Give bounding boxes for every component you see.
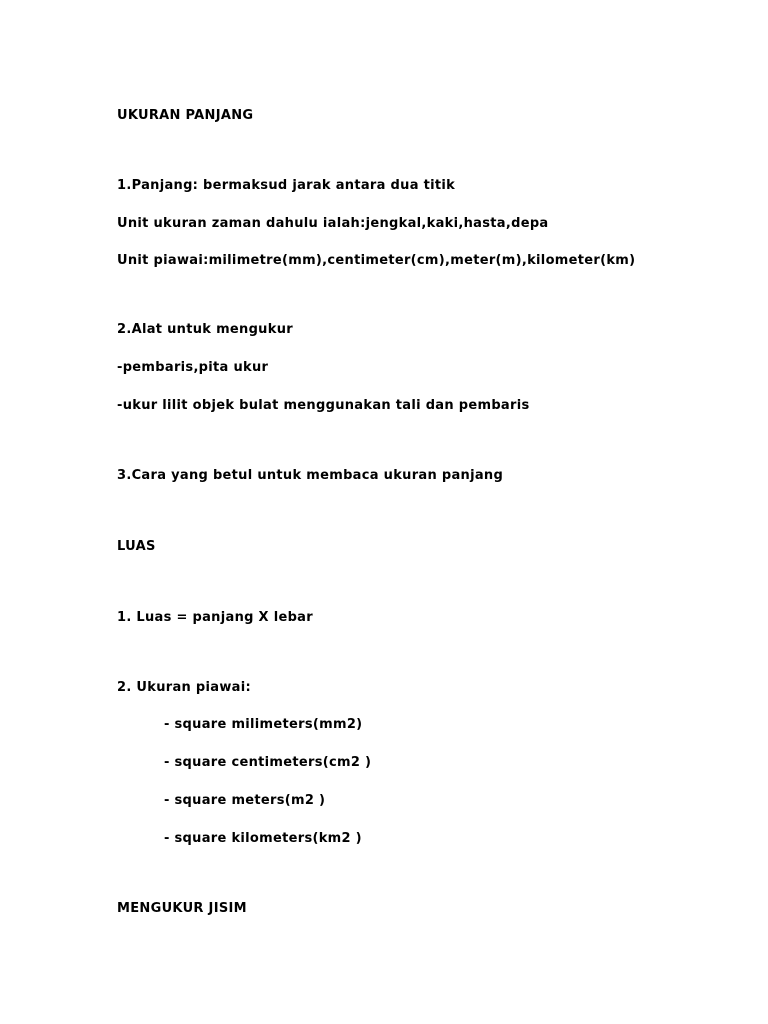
luas-formula: 1. Luas = panjang X lebar [117,610,313,625]
heading-mengukur-jisim: MENGUKUR JISIM [117,901,247,916]
panjang-definition: 1.Panjang: bermaksud jarak antara dua titik [117,178,456,193]
unit-piawai: Unit piawai:milimetre(mm),centimeter(cm),meter(m),kilometer(km) [117,253,636,268]
unit-item: - square kilometers(km2 ) [164,831,362,846]
unit-item: - square milimeters(mm2) [164,717,363,732]
alat-item-ukur-lilit: -ukur lilit objek bulat menggunakan tali dan pembaris [117,398,530,413]
heading-ukuran-panjang: UKURAN PANJANG [117,108,254,123]
unit-zaman-dahulu: Unit ukuran zaman dahulu ialah:jengkal,kaki,hasta,depa [117,216,549,231]
cara-membaca: 3.Cara yang betul untuk membaca ukuran panjang [117,468,504,483]
ukuran-piawai-heading: 2. Ukuran piawai: [117,680,252,695]
unit-item: - square meters(m2 ) [164,793,326,808]
unit-item: - square centimeters(cm2 ) [164,755,372,770]
alat-mengukur-heading: 2.Alat untuk mengukur [117,322,293,337]
alat-item-pembaris: -pembaris,pita ukur [117,360,269,375]
heading-luas: LUAS [117,539,156,554]
